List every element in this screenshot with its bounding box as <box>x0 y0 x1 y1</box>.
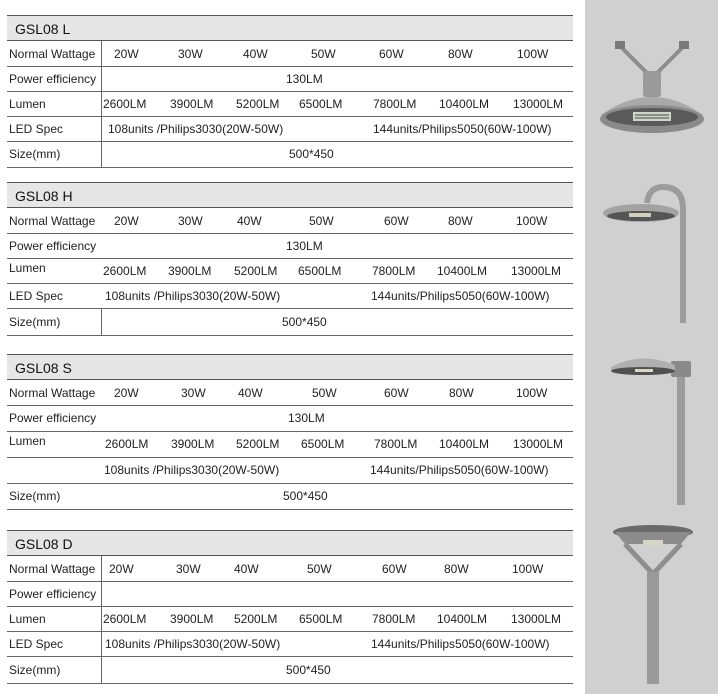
spec-high: 144units/Philips5050(60W-100W) <box>373 121 552 136</box>
lumen-7: 13000LM <box>511 263 562 278</box>
lumen-4: 6500LM <box>301 437 345 451</box>
lumen-3: 5200LM <box>234 263 278 278</box>
label-lumen: Lumen <box>9 96 46 111</box>
label-wattage: Normal Wattage <box>9 385 96 400</box>
product-image-panel <box>585 0 718 694</box>
spec-low: 108units /Philips3030(20W-50W) <box>108 121 284 136</box>
efficiency-value: 130LM <box>286 238 323 253</box>
spec-high: 144units/Philips5050(60W-100W) <box>371 636 550 651</box>
block-title: GSL08 L <box>7 15 573 41</box>
lumen-1: 2600LM <box>103 96 147 111</box>
wattage-6: 80W <box>448 213 473 228</box>
wattage-3: 40W <box>238 385 263 400</box>
spec-high: 144units/Philips5050(60W-100W) <box>370 463 549 477</box>
lamp-H-icon <box>597 183 707 328</box>
block-title: GSL08 D <box>7 530 573 556</box>
row-size <box>7 656 573 684</box>
row-efficiency <box>7 66 573 92</box>
wattage-2: 30W <box>176 561 201 576</box>
wattage-3: 40W <box>237 213 262 228</box>
lumen-2: 3900LM <box>170 611 214 626</box>
label-lumen: Lumen <box>9 261 46 275</box>
row-size <box>7 483 573 510</box>
row-spec <box>7 283 573 309</box>
label-size: Size(mm) <box>9 489 61 503</box>
wattage-6: 80W <box>449 385 474 400</box>
label-size: Size(mm) <box>9 662 61 677</box>
wattage-5: 60W <box>379 46 404 61</box>
row-efficiency <box>7 405 573 432</box>
row-spec <box>7 631 573 657</box>
lumen-2: 3900LM <box>168 263 212 278</box>
wattage-5: 60W <box>384 213 409 228</box>
lumen-4: 6500LM <box>299 96 343 111</box>
efficiency-value: 130LM <box>286 71 323 86</box>
lumen-4: 6500LM <box>298 263 342 278</box>
wattage-7: 100W <box>516 385 548 400</box>
label-wattage: Normal Wattage <box>9 46 96 61</box>
label-spec: LED Spec <box>9 121 64 136</box>
block-title: GSL08 S <box>7 354 573 380</box>
lamp-D-icon <box>609 522 699 687</box>
label-lumen: Lumen <box>9 434 46 448</box>
wattage-2: 30W <box>178 46 203 61</box>
wattage-6: 80W <box>444 561 469 576</box>
lumen-6: 10400LM <box>437 611 488 626</box>
spec-low: 108units /Philips3030(20W-50W) <box>105 636 281 651</box>
wattage-7: 100W <box>512 561 544 576</box>
wattage-3: 40W <box>243 46 268 61</box>
label-size: Size(mm) <box>9 147 61 161</box>
row-wattage <box>7 556 573 582</box>
label-lumen: Lumen <box>9 611 46 626</box>
lumen-6: 10400LM <box>439 437 490 451</box>
lumen-5: 7800LM <box>372 263 416 278</box>
lamp-S-icon <box>607 353 711 508</box>
lumen-1: 2600LM <box>103 611 147 626</box>
label-efficiency: Power efficiency <box>9 71 97 86</box>
lumen-5: 7800LM <box>374 437 418 451</box>
label-efficiency: Power efficiency <box>9 238 97 253</box>
row-lumen <box>7 91 573 117</box>
row-wattage <box>7 41 573 67</box>
wattage-7: 100W <box>516 213 548 228</box>
lamp-L-icon <box>593 35 711 140</box>
spec-high: 144units/Philips5050(60W-100W) <box>371 288 550 303</box>
row-lumen <box>7 258 573 284</box>
lumen-4: 6500LM <box>299 611 343 626</box>
size-value: 500*450 <box>282 314 327 329</box>
wattage-4: 50W <box>312 385 337 400</box>
block-title: GSL08 H <box>7 182 573 208</box>
label-wattage: Normal Wattage <box>9 561 96 576</box>
row-lumen <box>7 606 573 632</box>
label-efficiency: Power efficiency <box>9 586 97 601</box>
row-spec <box>7 116 573 142</box>
wattage-6: 80W <box>448 46 473 61</box>
wattage-2: 30W <box>181 385 206 400</box>
spec-low: 108units /Philips3030(20W-50W) <box>105 288 281 303</box>
lumen-7: 13000LM <box>511 611 562 626</box>
row-wattage <box>7 208 573 234</box>
wattage-4: 50W <box>309 213 334 228</box>
wattage-7: 100W <box>517 46 549 61</box>
wattage-1: 20W <box>114 46 139 61</box>
row-efficiency <box>7 233 573 259</box>
wattage-1: 20W <box>114 385 139 400</box>
lumen-3: 5200LM <box>234 611 278 626</box>
lumen-1: 2600LM <box>103 263 147 278</box>
wattage-4: 50W <box>311 46 336 61</box>
lumen-3: 5200LM <box>236 437 280 451</box>
lumen-2: 3900LM <box>171 437 215 451</box>
efficiency-value: 130LM <box>288 411 325 425</box>
row-size <box>7 141 573 168</box>
wattage-4: 50W <box>307 561 332 576</box>
lumen-5: 7800LM <box>373 96 417 111</box>
wattage-3: 40W <box>234 561 259 576</box>
row-size <box>7 308 573 336</box>
label-efficiency: Power efficiency <box>9 411 97 425</box>
row-lumen <box>7 431 573 458</box>
spec-low: 108units /Philips3030(20W-50W) <box>104 463 280 477</box>
row-efficiency <box>7 581 573 607</box>
size-value: 500*450 <box>289 147 334 161</box>
label-wattage: Normal Wattage <box>9 213 96 228</box>
wattage-5: 60W <box>384 385 409 400</box>
lumen-6: 10400LM <box>437 263 488 278</box>
wattage-2: 30W <box>178 213 203 228</box>
label-spec: LED Spec <box>9 288 64 303</box>
wattage-1: 20W <box>114 213 139 228</box>
lumen-6: 10400LM <box>439 96 490 111</box>
lumen-1: 2600LM <box>105 437 149 451</box>
label-spec: LED Spec <box>9 636 64 651</box>
wattage-5: 60W <box>382 561 407 576</box>
size-value: 500*450 <box>286 662 331 677</box>
row-wattage <box>7 380 573 406</box>
wattage-1: 20W <box>109 561 134 576</box>
label-size: Size(mm) <box>9 314 61 329</box>
lumen-7: 13000LM <box>513 437 564 451</box>
row-spec <box>7 457 573 484</box>
lumen-2: 3900LM <box>170 96 214 111</box>
lumen-5: 7800LM <box>372 611 416 626</box>
lumen-3: 5200LM <box>236 96 280 111</box>
lumen-7: 13000LM <box>513 96 564 111</box>
size-value: 500*450 <box>283 489 328 503</box>
